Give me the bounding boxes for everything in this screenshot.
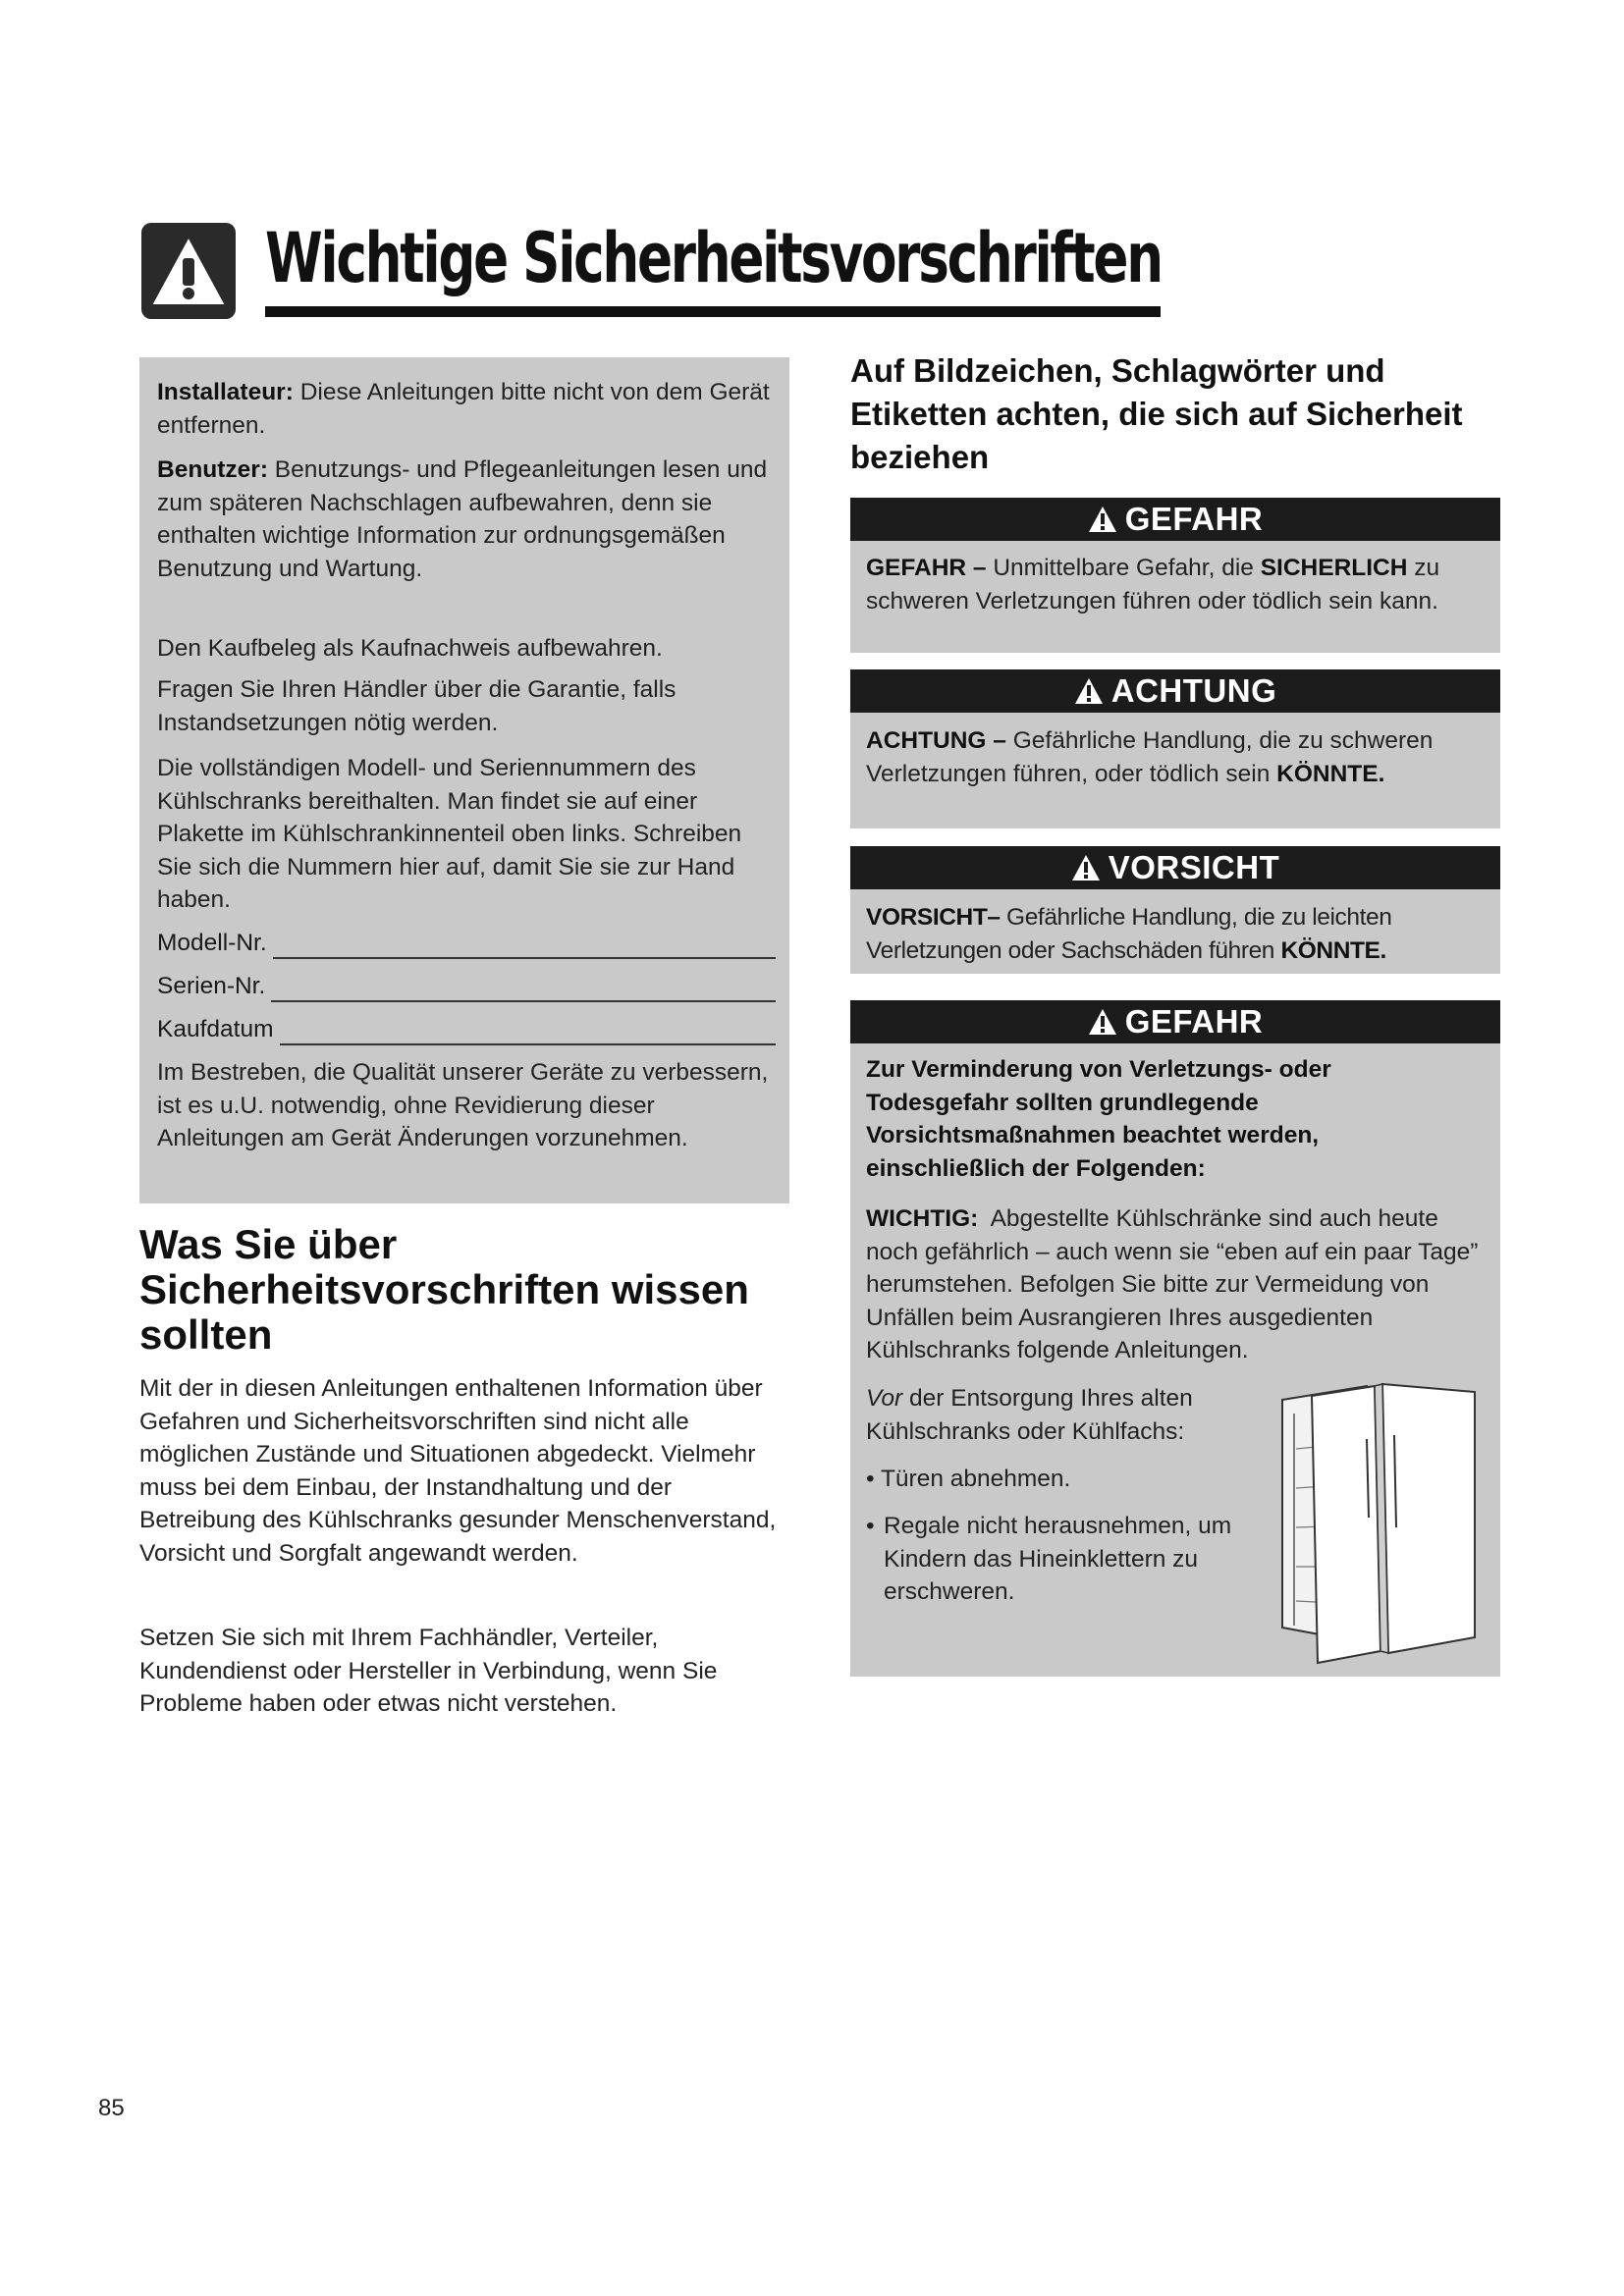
safety-knowledge-para-2: Setzen Sie sich mit Ihrem Fachhändler, Verteiler, Kundendienst oder Hersteller in Verbindung, wenn Sie Probleme haben oder etwas nicht verstehen. [139, 1625, 718, 1717]
disposal-intro-em: Vor [866, 1385, 903, 1412]
achtung-definition [866, 724, 1490, 790]
gefahr-bar-label: GEFAHR [1124, 501, 1264, 537]
vorsicht-definition [866, 901, 1490, 967]
vorsicht-strong: KÖNNTE. [1280, 936, 1386, 964]
safety-knowledge-heading: Was Sie über Sicherheitsvorschriften wissen sollten [139, 1221, 749, 1358]
safety-knowledge-para-1: Mit der in diesen Anleitungen enthaltenen Information über Gefahren und Sicherheitsvorschriften sind nicht alle möglichen Zustände und Situationen abgedeckt. Vielmehr muss bei dem Einbau, der Instandhaltung und der Betreibung des Kühlschranks gesunder Menschenverstand, Vorsicht und Sorgfalt angewandt werden. [139, 1375, 777, 1567]
page-title: Wichtige Sicherheitsvorschriften [265, 218, 1162, 298]
page-number: 85 [98, 2095, 125, 2121]
disposal-intro [866, 1382, 1259, 1448]
gefahr-label: GEFAHR – [866, 555, 987, 581]
installer-label: Installateur: [157, 379, 294, 405]
model-number-line[interactable] [273, 934, 776, 959]
bullet-remove-doors: Türen abnehmen. [880, 1466, 1071, 1492]
gefahr-instructions-intro: Zur Verminderung von Verletzungs- oder Todesgefahr sollten grundlegende Vorsichtsmaßnahmen beachtet werden, einschließlich der Folgenden: [866, 1056, 1331, 1182]
warning-triangle-icon [1088, 506, 1117, 533]
gefahr-bar [850, 498, 1500, 541]
gefahr-instructions-bar [850, 1000, 1500, 1043]
model-note: Die vollständigen Modell- und Seriennummern des Kühlschranks bereithalten. Man findet sie auf einer Plakette im Kühlschrankinnenteil oben links. Schreiben Sie sich die Nummern hier auf, damit Sie sie zur Hand haben. [157, 755, 742, 913]
vorsicht-text: Gefährliche Handlung, die zu leichten Verletzungen oder Sachschäden führen [866, 904, 1392, 964]
bullet-item: • Türen abnehmen. [866, 1466, 1071, 1492]
refrigerator-illustration [1272, 1380, 1483, 1665]
dealer-note: Fragen Sie Ihren Händler über die Garantie, falls Instandsetzungen nötig werden. [157, 676, 677, 736]
warning-triangle-icon [1074, 677, 1104, 705]
achtung-strong: KÖNNTE. [1276, 760, 1385, 787]
user-note [157, 454, 776, 585]
title-underline [265, 306, 1161, 317]
vorsicht-bar-label: VORSICHT [1108, 849, 1280, 885]
gefahr-strong: SICHERLICH [1260, 555, 1408, 581]
wichtig-text: Abgestellte Kühlschränke sind auch heute noch gefährlich – auch wenn sie “eben auf ein paar Tage” herumstehen. Befolgen Sie bitte zur Vermeidung von Unfällen beim Ausrangieren Ihres ausgedienten Kühlschranks folgende Anleitungen. [866, 1205, 1479, 1363]
disposal-intro-text: der Entsorgung Ihres alten Kühlschranks oder Kühlfachs: [866, 1385, 1193, 1445]
symbols-heading: Auf Bildzeichen, Schlagwörter und Etiketten achten, die sich auf Sicherheit beziehen [850, 352, 1463, 475]
warning-triangle-icon [1071, 854, 1101, 881]
wichtig-label: WICHTIG: [866, 1205, 979, 1232]
bullet-shelves: Regale nicht herausnehmen, um Kindern das Hineinklettern zu erschweren. [884, 1513, 1232, 1605]
receipt-note: Den Kaufbeleg als Kaufnachweis aufbewahren. [157, 635, 663, 662]
installer-note [157, 376, 776, 442]
achtung-text: Gefährliche Handlung, die zu schweren Verletzungen führen, oder tödlich sein [866, 727, 1434, 787]
serial-number-field[interactable] [157, 970, 776, 1002]
gefahr-text-b: zu schweren Verletzungen führen oder tödlich sein kann. [866, 555, 1440, 614]
achtung-label: ACHTUNG – [866, 727, 1006, 754]
purchase-date-label: Kaufdatum [157, 1016, 274, 1042]
user-text: Benutzungs- und Pflegeanleitungen lesen und zum späteren Nachschlagen aufbewahren, denn sie enthalten wichtige Information zur ordnungsgemäßen Benutzung und Wartung. [157, 456, 768, 582]
gefahr-definition [866, 552, 1490, 617]
user-label: Benutzer: [157, 456, 268, 483]
quality-note: Im Bestreben, die Qualität unserer Geräte zu verbessern, ist es u.U. notwendig, ohne Revidierung dieser Anleitungen am Gerät Änderungen vorzunehmen. [157, 1059, 769, 1151]
serial-number-label: Serien-Nr. [157, 973, 266, 999]
wichtig-note [866, 1202, 1490, 1367]
achtung-bar [850, 669, 1500, 713]
warning-triangle-icon [139, 221, 238, 321]
serial-number-line[interactable] [271, 977, 776, 1002]
model-number-label: Modell-Nr. [157, 930, 267, 956]
gefahr-text-a: Unmittelbare Gefahr, die [993, 555, 1254, 581]
vorsicht-label: VORSICHT– [866, 904, 1001, 931]
vorsicht-bar [850, 846, 1500, 889]
purchase-date-field[interactable] [157, 1013, 776, 1045]
purchase-date-line[interactable] [280, 1020, 777, 1045]
warning-triangle-icon [1088, 1008, 1117, 1036]
achtung-bar-label: ACHTUNG [1110, 672, 1277, 709]
installer-text: Diese Anleitungen bitte nicht von dem Gerät entfernen. [157, 379, 770, 439]
gefahr-instructions-bar-label: GEFAHR [1124, 1003, 1264, 1040]
bullet-item: • Regale nicht herausnehmen, um Kindern das Hineinklettern zu erschweren. [866, 1510, 1259, 1609]
model-number-field[interactable] [157, 927, 776, 959]
